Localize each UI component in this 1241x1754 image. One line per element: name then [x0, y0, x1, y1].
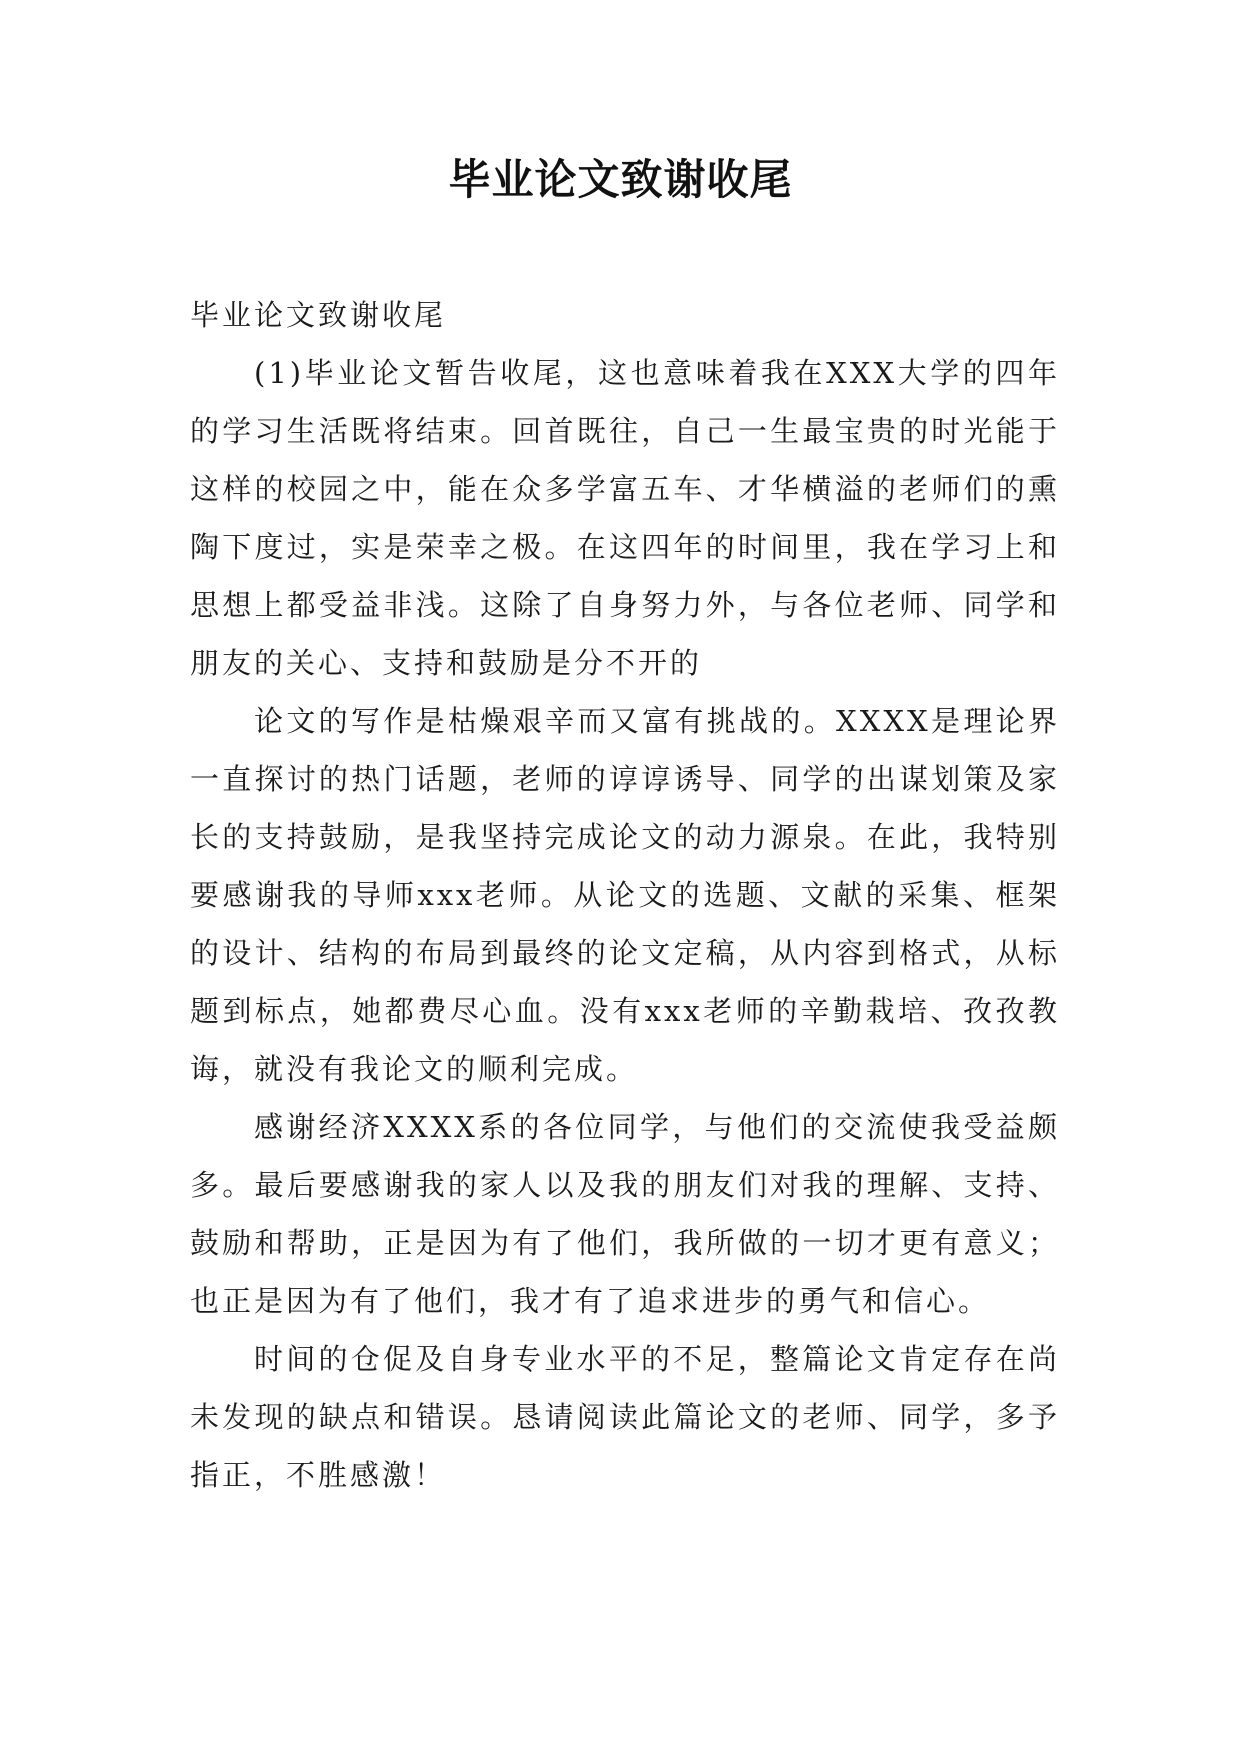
paragraph-2: 论文的写作是枯燥艰辛而又富有挑战的。XXXX是理论界一直探讨的热门话题，老师的谆谆诱导、同学的出谋划策及家长的支持鼓励，是我坚持完成论文的动力源泉。在此，我特别要感谢我的导师xxx老师。从论文的选题、文献的采集、框架的设计、结构的布局到最终的论文定稿，从内容到格式，从标题到标点，她都费尽心血。没有xxx老师的辛勤栽培、孜孜教诲，就没有我论文的顺利完成。: [190, 704, 1060, 1086]
page-title: 毕业论文致谢收尾: [448, 155, 793, 204]
paragraph-1: (1)毕业论文暂告收尾，这也意味着我在XXX大学的四年的学习生活既将结束。回首既往，自己一生最宝贵的时光能于这样的校园之中，能在众多学富五车、才华横溢的老师们的熏陶下度过，实是荣幸之极。在这四年的时间里，我在学习上和思想上都受益非浅。这除了自身努力外，与各位老师、同学和朋友的关心、支持和鼓励是分不开的: [190, 356, 1060, 680]
paragraph-4: 时间的仓促及自身专业水平的不足，整篇论文肯定存在尚未发现的缺点和错误。恳请阅读此篇论文的老师、同学，多予指正，不胜感激！: [190, 1342, 1060, 1492]
paragraph-3: 感谢经济XXXX系的各位同学，与他们的交流使我受益颇多。最后要感谢我的家人以及我的朋友们对我的理解、支持、鼓励和帮助，正是因为有了他们，我所做的一切才更有意义；也正是因为有了他们，我才有了追求进步的勇气和信心。: [190, 1110, 1060, 1318]
document-body: [190, 286, 1060, 1504]
document-subtitle: 毕业论文致谢收尾: [190, 298, 447, 332]
